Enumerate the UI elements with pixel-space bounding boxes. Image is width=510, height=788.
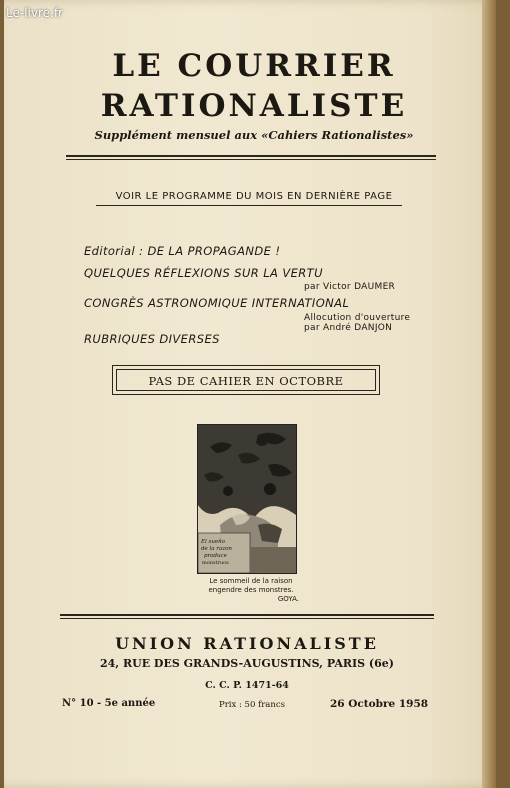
caption-signature: GOYA. — [277, 595, 299, 603]
plate-text-2: de la razon — [201, 546, 232, 552]
divider-rule — [66, 155, 436, 157]
ccp-number: C. C. P. 1471-64 — [205, 680, 289, 691]
divider-rule — [60, 618, 434, 619]
toc-byline-daumer: par Victor DAUMER — [304, 282, 396, 292]
page — [4, 0, 496, 788]
plate-text-1: El sueño — [201, 539, 225, 545]
notice-box — [112, 365, 380, 395]
toc-byline-danjon: par André DANJON — [304, 323, 393, 333]
engraving-image — [198, 425, 296, 573]
engraving-caption — [197, 577, 305, 604]
caption-line1: Le sommeil de la raison — [209, 577, 293, 585]
programme-underline — [96, 205, 402, 206]
plate-text-3: produce — [204, 553, 227, 559]
plate-text-4: monstruos — [202, 560, 229, 566]
caption-line2: engendre des monstres. — [208, 586, 294, 594]
masthead-subtitle: Supplément mensuel aux «Cahiers Rationalistes» — [94, 128, 414, 142]
organization-address: 24, RUE DES GRANDS-AUGUSTINS, PARIS (6e) — [100, 657, 394, 670]
divider-rule — [60, 614, 434, 616]
divider-rule — [66, 159, 436, 160]
goya-engraving — [197, 424, 297, 574]
issue-date: 26 Octobre 1958 — [330, 698, 429, 710]
toc-item-editorial: Editorial : DE LA PROPAGANDE ! — [84, 244, 281, 258]
toc-item-congres: CONGRÈS ASTRONOMIQUE INTERNATIONAL — [84, 296, 350, 310]
organization-name: UNION RATIONALISTE — [115, 634, 379, 653]
toc-item-rubriques: RUBRIQUES DIVERSES — [84, 332, 220, 346]
issue-number: N° 10 - 5e année — [62, 698, 156, 709]
toc-item-vertu: QUELQUES RÉFLEXIONS SUR LA VERTU — [84, 266, 323, 280]
issue-price: Prix : 50 francs — [219, 700, 285, 710]
toc-byline-allocution: Allocution d'ouverture — [304, 313, 411, 323]
masthead-title-line2: RATIONALISTE — [100, 88, 408, 124]
watermark-logo: Le-livre.fr — [6, 6, 63, 20]
programme-note: VOIR LE PROGRAMME DU MOIS EN DERNIÈRE PAGE — [115, 191, 393, 202]
masthead-title-line1: LE COURRIER — [112, 48, 396, 84]
notice-text: PAS DE CAHIER EN OCTOBRE — [116, 369, 376, 391]
